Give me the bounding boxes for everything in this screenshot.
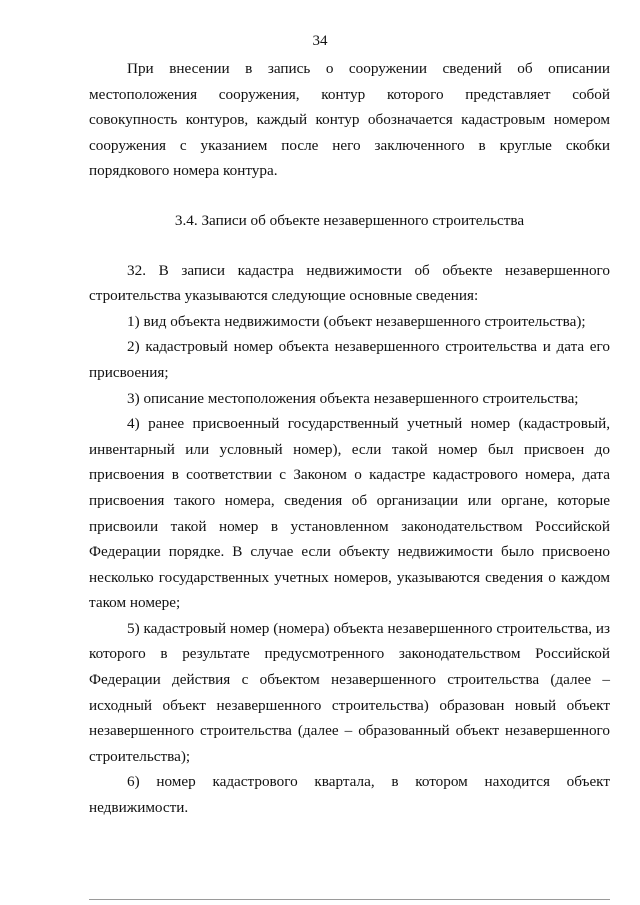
page-number: 34: [312, 33, 328, 49]
footer-divider: [89, 899, 610, 900]
paragraph-32: 32. В записи кадастра недвижимости об объекте незавершенного строительства указываются следующие основные сведения:: [89, 261, 610, 305]
section-heading: 3.4. Записи об объекте незавершенного строительства: [174, 211, 525, 229]
spacer: [89, 234, 610, 258]
paragraph-intro: При внесении в запись о сооружении сведений об описании местоположения сооружения, контур которого представляет собой совокупность контуров, каждый контур обозначается кадастровым номером сооружения с указанием после него заключенного в круглые скобки порядкового номера контура.: [89, 60, 610, 180]
list-item-1: 1) вид объекта недвижимости (объект незавершенного строительства);: [127, 312, 586, 330]
list-item-2: 2) кадастровый номер объекта незавершенного строительства и дата его присвоения;: [89, 338, 610, 381]
list-item-4: 4) ранее присвоенный государственный учетный номер (кадастровый, инвентарный или условный номер), если такой номер был присвоен до присвоения в соответствии с Законом о кадастре кадастрового номера, дата присвоения такого номера, сведения об организации или органе, которые присвоили такой номер в установленном законодательством Российской Федерации порядке. В случае если объекту недвижимости было присвоено несколько государственных учетных номеров, указываются сведения о каждом таком номере;: [89, 415, 610, 612]
list-item-5: 5) кадастровый номер (номера) объекта незавершенного строительства, из которого в результате предусмотренного законодательством Российской Федерации действия с объектом незавершенного строительства (далее – исходный объект незавершенного строительства) образован новый объект незавершенного строительства (далее – образованный объект незавершенного строительства);: [89, 619, 610, 765]
list-item-3: 3) описание местоположения объекта незавершенного строительства;: [127, 389, 579, 407]
document-body: [89, 56, 610, 821]
spacer: [89, 184, 610, 208]
list-item-6: 6) номер кадастрового квартала, в котором находится объект недвижимости.: [89, 773, 610, 817]
